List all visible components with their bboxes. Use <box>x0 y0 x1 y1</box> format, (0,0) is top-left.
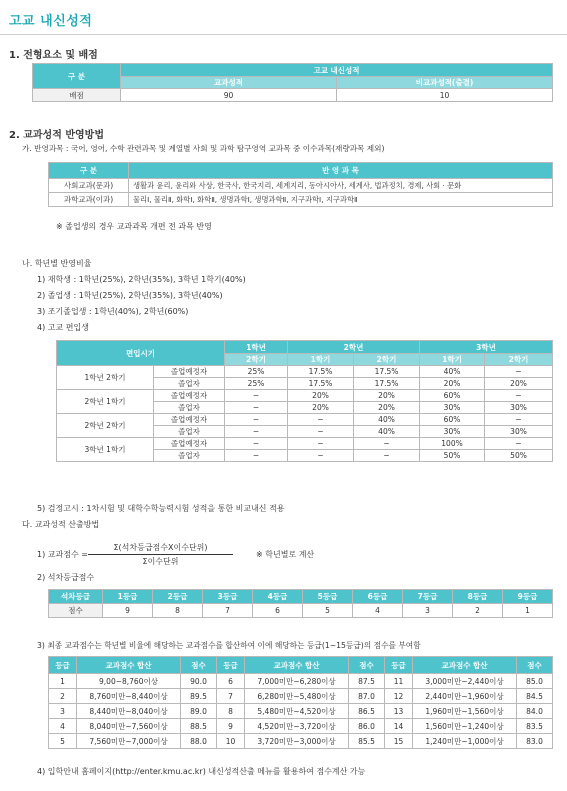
header-grade: 등급 <box>217 657 245 674</box>
header-sum: 교과점수 합산 <box>245 657 349 674</box>
header-grade: 등급 <box>49 657 77 674</box>
final-score-cell: 84.0 <box>517 704 553 719</box>
reflected-subjects-text: 가. 반영과목 : 국어, 영어, 수학 관련과목 및 계열별 사회 및 과학 탐구영역 교과목 중 이수과목(재량과목 제외) <box>22 144 385 153</box>
final-score-cell: 87.0 <box>349 689 385 704</box>
rank-grade-cell: 4등급 <box>253 590 303 604</box>
ratio-cell: 17.5% <box>354 366 420 378</box>
score-sum-range-cell: 5,480미만~4,520이상 <box>245 704 349 719</box>
final-grade-cell: 14 <box>385 719 413 734</box>
score-sum-range-cell: 8,440미만~8,040이상 <box>77 704 181 719</box>
student-type-cell: 졸업예정자 <box>154 390 225 402</box>
header-y1-sem2: 2학기 <box>225 354 288 366</box>
final-grade-cell: 12 <box>385 689 413 704</box>
final-score-cell: 87.5 <box>349 674 385 689</box>
ratio-cell: − <box>225 402 288 414</box>
header-year-2: 2학년 <box>288 341 420 354</box>
table-row <box>49 704 553 719</box>
rank-score-cell: 8 <box>153 604 203 618</box>
ratio-cell: 60% <box>420 390 485 402</box>
grade-ratio-heading: 나. 학년별 반영비율 <box>22 259 92 268</box>
ratio-cell: − <box>288 414 354 426</box>
final-score-cell: 83.0 <box>517 734 553 749</box>
header-sum: 교과점수 합산 <box>413 657 517 674</box>
final-grade-cell: 6 <box>217 674 245 689</box>
transfer-student-heading: 4) 고교 편입생 <box>37 323 89 332</box>
rank-score-cell: 7 <box>203 604 253 618</box>
final-grade-cell: 15 <box>385 734 413 749</box>
ratio-cell: 20% <box>354 402 420 414</box>
student-type-cell: 졸업예정자 <box>154 438 225 450</box>
score-sum-range-cell: 4,520미만~3,720이상 <box>245 719 349 734</box>
formula-denominator: Σ이수단위 <box>142 557 179 566</box>
table-row <box>57 438 553 450</box>
final-grade-table <box>48 656 553 749</box>
header-score: 점수 <box>181 657 217 674</box>
score-sum-range-cell: 7,560미만~7,000이상 <box>77 734 181 749</box>
table-row <box>57 366 553 378</box>
final-score-cell: 83.5 <box>517 719 553 734</box>
student-type-cell: 졸업자 <box>154 402 225 414</box>
header-attendance-score: 비교과성적(출결) <box>337 77 553 89</box>
rank-score-cell: 2 <box>453 604 503 618</box>
ratio-cell: 20% <box>288 402 354 414</box>
ratio-cell: 40% <box>354 426 420 438</box>
final-grade-cell: 13 <box>385 704 413 719</box>
ratio-cell: 60% <box>420 414 485 426</box>
score-sum-range-cell: 6,280미만~5,480이상 <box>245 689 349 704</box>
header-category: 구 분 <box>49 163 129 179</box>
final-score-cell: 88.0 <box>181 734 217 749</box>
final-score-cell: 84.5 <box>517 689 553 704</box>
subject-score-formula <box>88 542 233 567</box>
ratio-cell: − <box>354 450 420 462</box>
formula-numerator: Σ(석차등급점수X이수단위) <box>88 542 233 555</box>
ged-note: 5) 검정고시 : 1차시험 및 대학수학능력시험 성적을 통한 비교내신 적용 <box>37 504 285 513</box>
rank-grade-cell: 8등급 <box>453 590 503 604</box>
score-allocation-table <box>32 63 553 102</box>
rank-score-cell: 9 <box>103 604 153 618</box>
final-grade-cell: 7 <box>217 689 245 704</box>
row-label-score: 점수 <box>49 604 103 618</box>
student-type-cell: 졸업자 <box>154 450 225 462</box>
final-score-cell: 85.0 <box>517 674 553 689</box>
table-row <box>49 719 553 734</box>
ratio-cell: − <box>485 390 553 402</box>
ratio-current-student: 1) 재학생 : 1학년(25%), 2학년(35%), 3학년 1학기(40%) <box>37 275 246 284</box>
ratio-cell: − <box>485 366 553 378</box>
score-sum-range-cell: 7,000미만~6,280이상 <box>245 674 349 689</box>
rank-score-cell: 5 <box>303 604 353 618</box>
final-grade-cell: 3 <box>49 704 77 719</box>
ratio-cell: 30% <box>485 426 553 438</box>
header-year-1: 1학년 <box>225 341 288 354</box>
header-score: 점수 <box>517 657 553 674</box>
final-grade-cell: 11 <box>385 674 413 689</box>
final-grade-cell: 10 <box>217 734 245 749</box>
header-grade: 등급 <box>385 657 413 674</box>
student-type-cell: 졸업예정자 <box>154 366 225 378</box>
rank-grade-cell: 2등급 <box>153 590 203 604</box>
table-row <box>49 674 553 689</box>
rank-grade-cell: 5등급 <box>303 590 353 604</box>
score-sum-range-cell: 3,720미만~3,000이상 <box>245 734 349 749</box>
final-grade-cell: 5 <box>49 734 77 749</box>
rank-score-cell: 6 <box>253 604 303 618</box>
rank-grade-heading: 2) 석차등급점수 <box>37 573 95 582</box>
transfer-time-cell: 2학년 1학기 <box>57 390 154 414</box>
table-row <box>57 414 553 426</box>
row-subjects-social: 생활과 윤리, 윤리와 사상, 한국사, 한국지리, 세계지리, 동아시아사, 세계사, 법과정치, 경제, 사회 · 문화 <box>129 179 553 193</box>
final-score-cell: 86.5 <box>349 704 385 719</box>
transfer-time-cell: 2학년 2학기 <box>57 414 154 438</box>
transfer-time-cell: 1학년 2학기 <box>57 366 154 390</box>
transfer-ratio-table <box>56 340 553 462</box>
row-category-social: 사회교과(문과) <box>49 179 129 193</box>
ratio-cell: − <box>288 426 354 438</box>
rank-grade-cell: 6등급 <box>353 590 403 604</box>
row-category-science: 과학교과(이과) <box>49 193 129 207</box>
ratio-early-graduate: 3) 조기졸업생 : 1학년(40%), 2학년(60%) <box>37 307 189 316</box>
score-sum-range-cell: 8,760미만~8,440이상 <box>77 689 181 704</box>
ratio-cell: 40% <box>420 366 485 378</box>
header-rank-grade: 석차등급 <box>49 590 103 604</box>
ratio-cell: 25% <box>225 366 288 378</box>
final-score-cell: 86.0 <box>349 719 385 734</box>
header-y3-sem2: 2학기 <box>485 354 553 366</box>
student-type-cell: 졸업자 <box>154 378 225 390</box>
header-y3-sem1: 1학기 <box>420 354 485 366</box>
rank-score-cell: 1 <box>503 604 553 618</box>
final-score-cell: 89.0 <box>181 704 217 719</box>
header-y2-sem1: 1학기 <box>288 354 354 366</box>
cell-attendance-points: 10 <box>337 89 553 102</box>
header-subjects: 반 영 과 목 <box>129 163 553 179</box>
header-sum: 교과점수 합산 <box>77 657 181 674</box>
final-score-cell: 90.0 <box>181 674 217 689</box>
score-sum-range-cell: 1,240미만~1,000이상 <box>413 734 517 749</box>
ratio-cell: 50% <box>485 450 553 462</box>
header-school-record: 고교 내신성적 <box>121 64 553 77</box>
ratio-cell: 20% <box>485 378 553 390</box>
score-sum-range-cell: 8,040미만~7,560이상 <box>77 719 181 734</box>
score-sum-range-cell: 9,00~8,760이상 <box>77 674 181 689</box>
header-subject-score: 교과성적 <box>121 77 337 89</box>
cell-subject-points: 90 <box>121 89 337 102</box>
rank-score-cell: 4 <box>353 604 403 618</box>
final-score-cell: 85.5 <box>349 734 385 749</box>
row-subjects-science: 물리Ⅰ, 물리Ⅱ, 화학Ⅰ, 화학Ⅱ, 생명과학Ⅰ, 생명과학Ⅱ, 지구과학Ⅰ, 지구과학Ⅱ <box>129 193 553 207</box>
ratio-cell: 50% <box>420 450 485 462</box>
final-score-cell: 89.5 <box>181 689 217 704</box>
ratio-graduate: 2) 졸업생 : 1학년(25%), 2학년(35%), 3학년(40%) <box>37 291 223 300</box>
header-transfer-time: 편입시기 <box>57 341 225 366</box>
section-1-heading: 1. 전형요소 및 배점 <box>9 50 98 61</box>
ratio-cell: − <box>288 438 354 450</box>
ratio-cell: − <box>485 438 553 450</box>
calc-method-heading: 다. 교과성적 산출방법 <box>22 520 100 529</box>
ratio-cell: 20% <box>354 390 420 402</box>
score-sum-range-cell: 1,960미만~1,560이상 <box>413 704 517 719</box>
homepage-note: 4) 입학안내 홈페이지(http://enter.kmu.ac.kr) 내신성적산출 메뉴를 활용하여 점수계산 가능 <box>37 767 366 776</box>
ratio-cell: 20% <box>288 390 354 402</box>
header-year-3: 3학년 <box>420 341 553 354</box>
ratio-cell: 17.5% <box>288 366 354 378</box>
table-row <box>49 689 553 704</box>
ratio-cell: − <box>485 414 553 426</box>
transfer-time-cell: 3학년 1학기 <box>57 438 154 462</box>
rank-grade-cell: 1등급 <box>103 590 153 604</box>
final-grade-cell: 1 <box>49 674 77 689</box>
student-type-cell: 졸업자 <box>154 426 225 438</box>
ratio-cell: 25% <box>225 378 288 390</box>
reflected-subjects-table <box>48 162 553 207</box>
page-title: 고교 내신성적 <box>9 14 93 29</box>
rank-grade-cell: 3등급 <box>203 590 253 604</box>
ratio-cell: − <box>288 450 354 462</box>
ratio-cell: − <box>225 450 288 462</box>
title-divider <box>0 34 567 35</box>
ratio-cell: − <box>225 390 288 402</box>
score-sum-range-cell: 3,000미만~2,440이상 <box>413 674 517 689</box>
final-grade-cell: 8 <box>217 704 245 719</box>
ratio-cell: − <box>354 438 420 450</box>
ratio-cell: 17.5% <box>354 378 420 390</box>
row-label-points: 배점 <box>33 89 121 102</box>
final-score-note: 3) 최종 교과점수는 학년별 비율에 해당하는 교과점수를 합산하여 이에 해당하는 등급(1~15등급)의 점수를 부여함 <box>37 641 421 650</box>
subject-score-label: 1) 교과점수 = <box>37 550 88 559</box>
per-year-note: ※ 학년별로 계산 <box>256 550 315 559</box>
ratio-cell: − <box>225 414 288 426</box>
ratio-cell: − <box>225 438 288 450</box>
final-grade-cell: 2 <box>49 689 77 704</box>
table-row <box>57 390 553 402</box>
ratio-cell: 30% <box>420 402 485 414</box>
final-score-cell: 88.5 <box>181 719 217 734</box>
ratio-cell: 20% <box>420 378 485 390</box>
final-grade-cell: 4 <box>49 719 77 734</box>
rank-grade-score-table <box>48 589 553 618</box>
ratio-cell: 30% <box>420 426 485 438</box>
ratio-cell: − <box>225 426 288 438</box>
ratio-cell: 40% <box>354 414 420 426</box>
ratio-cell: 17.5% <box>288 378 354 390</box>
rank-grade-cell: 7등급 <box>403 590 453 604</box>
header-score: 점수 <box>349 657 385 674</box>
student-type-cell: 졸업예정자 <box>154 414 225 426</box>
table-row <box>49 734 553 749</box>
graduate-note: ※ 졸업생의 경우 교과과목 개편 전 과목 반영 <box>56 222 212 231</box>
ratio-cell: 100% <box>420 438 485 450</box>
header-y2-sem2: 2학기 <box>354 354 420 366</box>
final-grade-cell: 9 <box>217 719 245 734</box>
rank-score-cell: 3 <box>403 604 453 618</box>
score-sum-range-cell: 2,440미만~1,960이상 <box>413 689 517 704</box>
ratio-cell: 30% <box>485 402 553 414</box>
rank-grade-cell: 9등급 <box>503 590 553 604</box>
score-sum-range-cell: 1,560미만~1,240이상 <box>413 719 517 734</box>
header-category: 구 분 <box>33 64 121 89</box>
section-2-heading: 2. 교과성적 반영방법 <box>9 130 104 141</box>
